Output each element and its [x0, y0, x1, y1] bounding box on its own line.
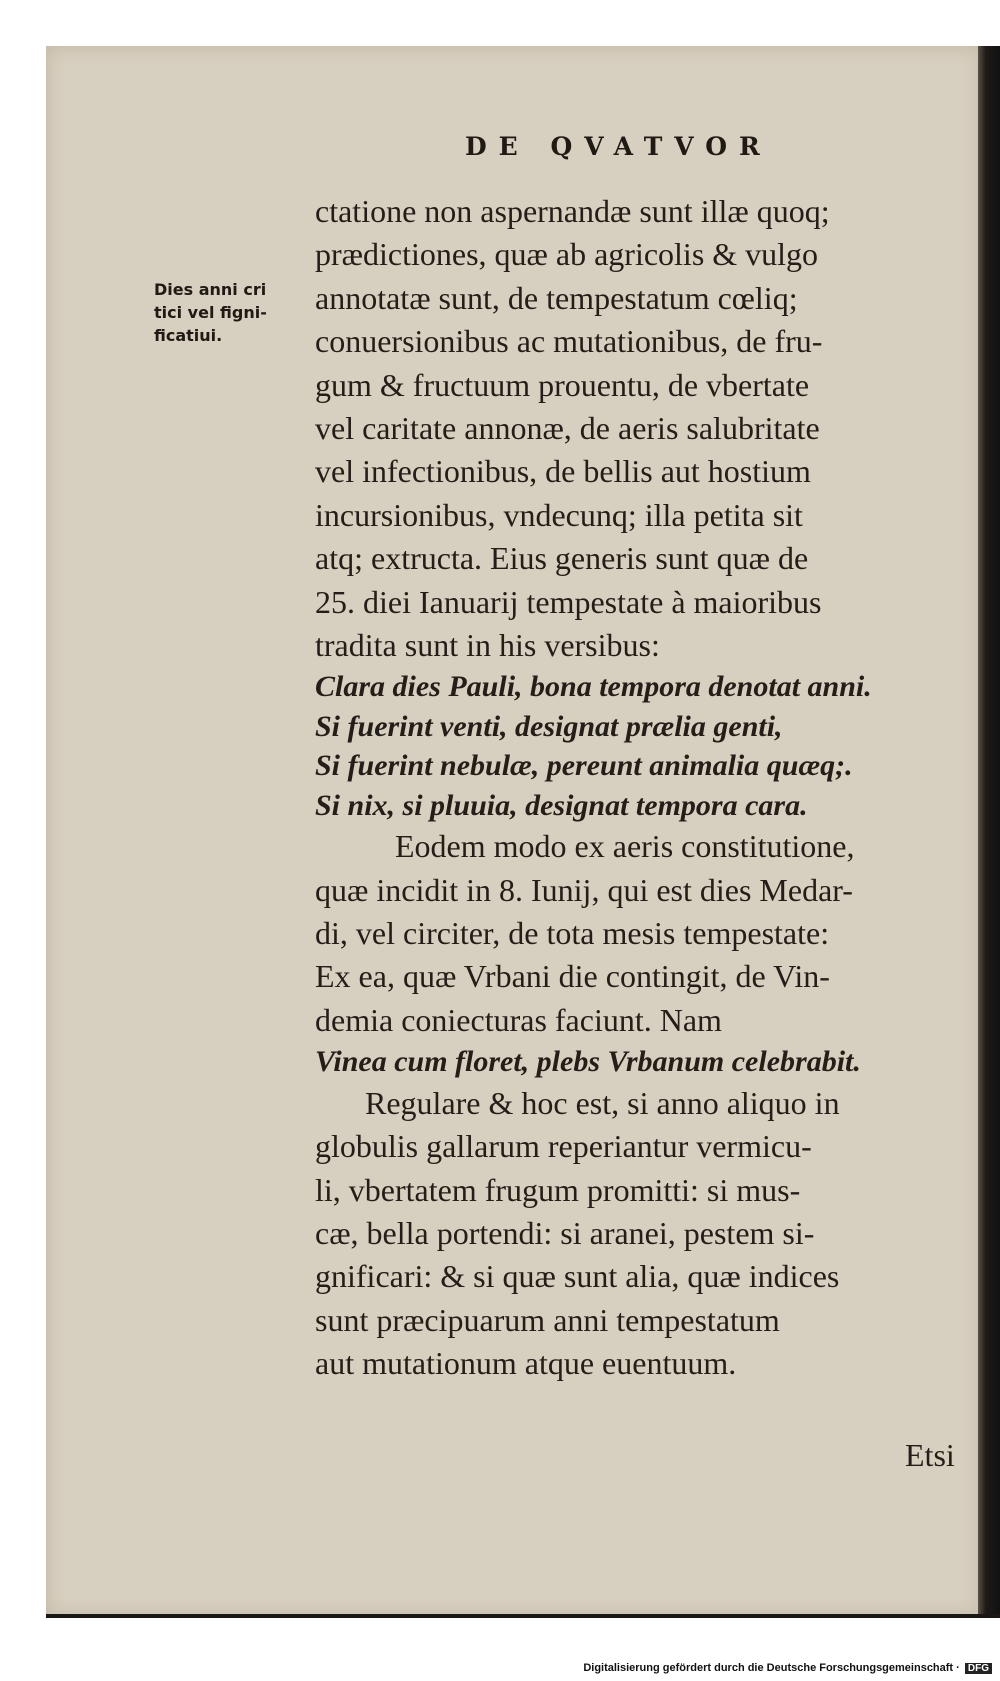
text-line: vel infectionibus, de bellis aut hostium	[315, 453, 811, 490]
text-line: quæ incidit in 8. Iunij, qui est dies Medar-	[315, 871, 853, 908]
credit-text: Digitalisierung gefördert durch die Deutsche Forschungsgemeinschaft ·	[583, 1662, 960, 1674]
text-line: demia coniecturas faciunt. Nam	[315, 1001, 722, 1038]
text-line: globulis gallarum reperiantur vermicu-	[315, 1128, 812, 1165]
text-line: li, vbertatem frugum promitti: si mus-	[315, 1171, 801, 1208]
text-line: annotatæ sunt, de tempestatum cœliq;	[315, 279, 798, 316]
text-line: tradita sunt in his versibus:	[315, 626, 660, 663]
verse-line: Vinea cum floret, plebs Vrbanum celebrabit.	[315, 1045, 861, 1079]
text-line: atq; extructa. Eius generis sunt quæ de	[315, 540, 809, 577]
text-line: di, vel circiter, de tota mesis tempestate:	[315, 915, 830, 952]
text-line: aut mutationum atque euentuum.	[315, 1345, 737, 1382]
verse-line: Si nix, si pluuia, designat tempora cara.	[315, 788, 808, 822]
main-text	[315, 190, 960, 1385]
digitization-credit	[583, 1662, 992, 1674]
text-line: vel caritate annonæ, de aeris salubritate	[315, 409, 820, 446]
text-line: conuersionibus ac mutationibus, de fru-	[315, 323, 823, 360]
text-line: gum & fructuum prouentu, de vbertate	[315, 366, 810, 403]
verse-line: Si fuerint venti, designat prælia genti,	[315, 709, 783, 743]
marginal-note-line: Dies anni cri	[154, 280, 267, 299]
text-line: gnificari: & si quæ sunt alia, quæ indices	[315, 1258, 840, 1295]
page-bottom-edge	[46, 1614, 1000, 1618]
catchword: Etsi	[905, 1437, 955, 1473]
text-line: ctatione non aspernandæ sunt illæ quoq;	[315, 193, 830, 229]
marginal-note-line: tici vel figni-	[154, 303, 267, 322]
dfg-logo: DFG	[965, 1663, 992, 1674]
text-line: prædictiones, quæ ab agricolis & vulgo	[315, 236, 819, 273]
marginal-note-line: ficatiui.	[154, 326, 223, 345]
text-line: cæ, bella portendi: si aranei, pestem si-	[315, 1214, 815, 1251]
text-line: Eodem modo ex aeris constitutione,	[395, 828, 855, 865]
text-line: Regulare & hoc est, si anno aliquo in	[365, 1084, 840, 1121]
running-head: DE QVATVOR	[465, 132, 772, 161]
text-line: incursionibus, vndecunq; illa petita sit	[315, 496, 803, 533]
text-line: 25. diei Ianuarij tempestate à maioribus	[315, 583, 822, 620]
page-edge-shadow	[978, 46, 1000, 1616]
text-line: Ex ea, quæ Vrbani die contingit, de Vin-	[315, 958, 830, 995]
verse-line: Si fuerint nebulæ, pereunt animalia quæq;.	[315, 749, 853, 783]
verse-line: Clara dies Pauli, bona tempora denotat anni.	[315, 670, 872, 704]
text-line: sunt præcipuarum anni tempestatum	[315, 1301, 780, 1338]
marginal-note	[154, 278, 294, 347]
